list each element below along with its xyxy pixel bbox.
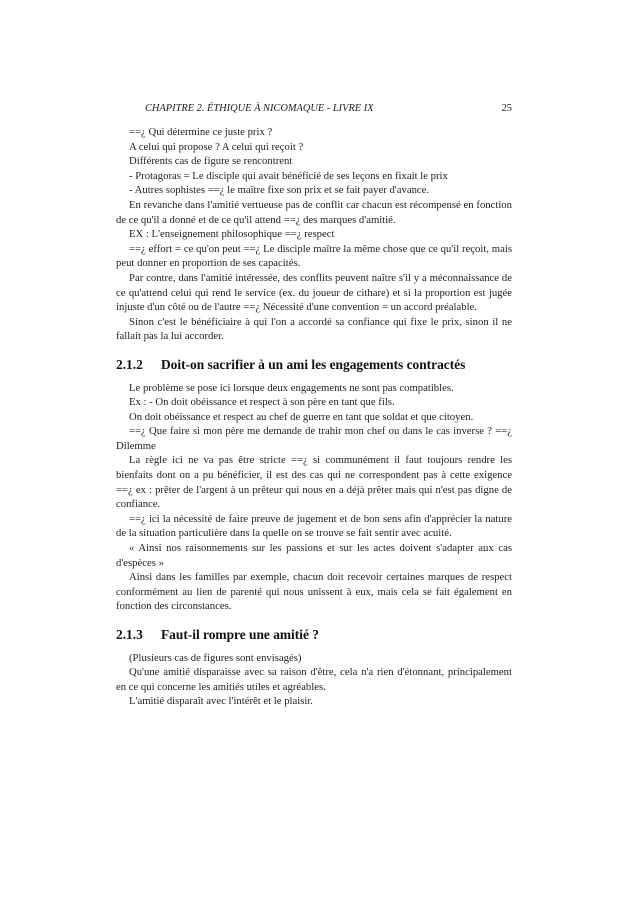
page-number: 25 [501, 103, 512, 114]
paragraph: Ex : - On doit obéissance et respect à son père en tant que fils. [129, 396, 395, 409]
running-header [145, 103, 512, 114]
section-title: Doit-on sacrifier à un ami les engagements contractés [161, 356, 466, 372]
paragraph: A celui qui propose ? A celui qui reçoit ? [129, 140, 304, 153]
paragraph: EX : L'enseignement philosophique ==¿ respect [129, 228, 335, 241]
section-title: Faut-il rompre une amitié ? [161, 627, 319, 642]
paragraph: ==¿ Qui détermine ce juste prix ? [129, 126, 273, 138]
paragraph: - Autres sophistes ==¿ le maître fixe son prix et se fait payer d'avance. [129, 184, 430, 197]
paragraph: Qu'une amitié disparaisse avec sa raison d'être, cela n'a rien d'étonnant, principalement en ce qui concerne les amitiés utiles et agréables. [116, 666, 512, 693]
paragraph: « Ainsi nos raisonnements sur les passions et sur les actes doivent s'adapter aux cas d'espèces » [116, 542, 512, 569]
paragraph: Le problème se pose ici lorsque deux engagements ne sont pas compatibles. [129, 381, 454, 394]
paragraph: Par contre, dans l'amitié intéressée, des conflits peuvent naître s'il y a méconnaissance de ce qu'attend celui qui rend le service (ex. du joueur de cithare) et si la proportion est jugée injuste d'un côté ou de l'autre ==¿ Nécessité d'une convention = un accord préalable. [116, 271, 512, 314]
paragraph: Ainsi dans les familles par exemple, chacun doit recevoir certaines marques de respect conformément au lien de parenté qui nous unissent à eux, mais cela se fait également en fonction des circonstances. [116, 571, 512, 613]
paragraph: Sinon c'est le bénéficiaire à qui l'on a accordé sa confiance qui fixe le prix, sinon il ne fallait pas la lui accorder. [116, 315, 512, 343]
section-heading-2-1-3 [116, 628, 512, 643]
paragraph: La règle ici ne va pas être stricte ==¿ si communément il faut toujours rendre les bienfaits dont on a pu bénéficier, il est des cas qui ne correspondent pas à cette exigence ==¿ ex : prêter de l'argent à un prêteur qui nous en a déjà prêter mais qui n'est pas digne de confiance. [116, 454, 512, 511]
paragraph: On doit obéissance et respect au chef de guerre en tant que soldat et que citoyen. [129, 410, 474, 423]
section-number: 2.1.3 [116, 627, 143, 642]
paragraph: ==¿ ici la nécessité de faire preuve de jugement et de bon sens afin d'apprécier la nature de la situation particulière dans la quelle on se trouve se fait sentir avec acuité. [116, 512, 512, 540]
paragraph: - Protagoras = Le disciple qui avait bénéficié de ses leçons en fixait le prix [129, 169, 448, 182]
paragraph: Différents cas de figure se rencontrent [129, 155, 293, 168]
section-number: 2.1.2 [116, 356, 143, 372]
section-heading-2-1-2 [116, 358, 512, 373]
chapter-title: CHAPITRE 2. ÉTHIQUE À NICOMAQUE - LIVRE IX [145, 103, 374, 114]
paragraph: En revanche dans l'amitié vertueuse pas de conflit car chacun est récompensé en fonction de ce qu'il a donné et de ce qu'il attend ==¿ des marques d'amitié. [116, 198, 512, 226]
paragraph: (Plusieurs cas de figures sont envisagés) [129, 651, 302, 664]
body-text [116, 125, 512, 709]
paragraph: ==¿ Que faire si mon père me demande de trahir mon chef ou dans le cas inverse ? ==¿ Dilemme [116, 425, 512, 452]
paragraph: L'amitié disparaît avec l'intérêt et le plaisir. [129, 695, 313, 708]
paragraph: ==¿ effort = ce qu'on peut ==¿ Le disciple maître la même chose que ce qu'il reçoit, mais peut donner en proportion de ses capacités. [116, 242, 512, 270]
